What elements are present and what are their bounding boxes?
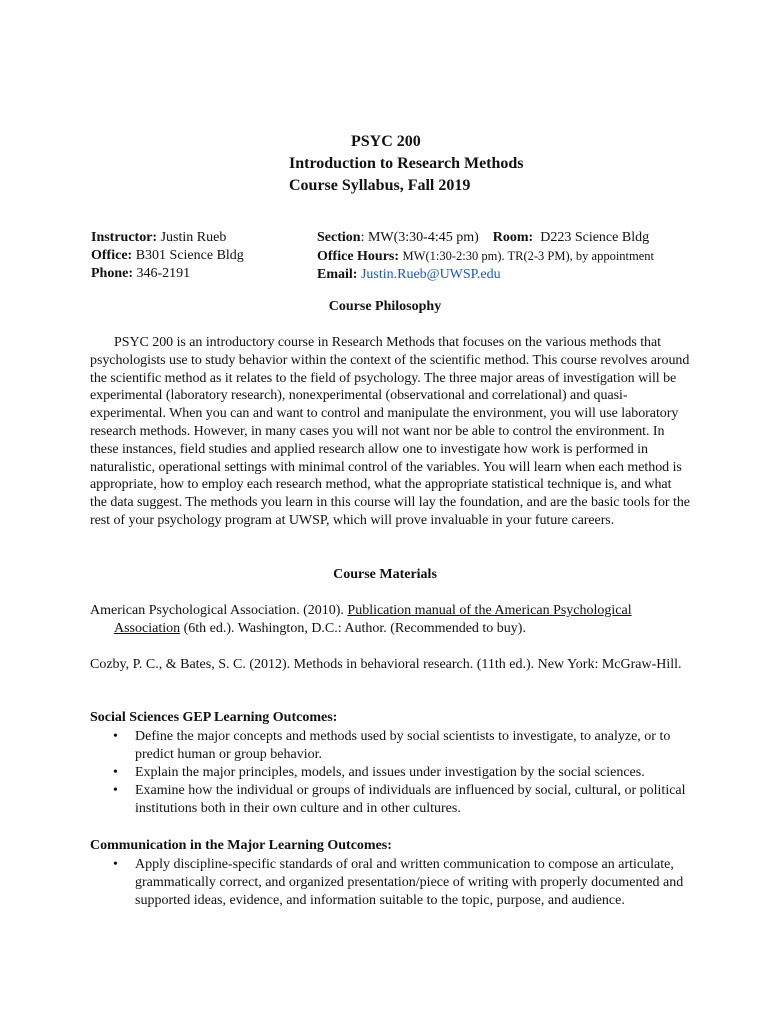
instructor-line xyxy=(91,229,244,247)
bullet-icon: • xyxy=(113,857,118,872)
philosophy-paragraph: PSYC 200 is an introductory course in Research Methods that focuses on the various methods that psychologists use to study behavior within the context of the scientific method. This course revolves around the scientific method as it relates to the field of psychology. The three major areas of investigation will be experimental (laboratory research), nonexperimental (observational and correlational) and quasi-experimental. When you can and want to control and manipulate the environment, you will use laboratory research methods. However, in many cases you will not want nor be able to control the environment. In these instances, field studies and applied research allow one to investigate how work is performed in naturalistic, operational settings with minimal control of the variables. You will learn when each method is appropriate, how to employ each research method, what the appropriate statistical technique is, and what the data suggest. The methods you learn in this course will lay the foundation, and are the basic tools for the rest of your psychology program at UWSP, which will prove invaluable in your future careers. xyxy=(90,335,690,528)
gep-list xyxy=(113,728,693,818)
instructor-info xyxy=(91,229,244,283)
philosophy-heading: Course Philosophy xyxy=(328,299,442,314)
office-hours-label: Office Hours: xyxy=(317,249,400,264)
bullet-icon: • xyxy=(113,765,118,780)
gep-heading: Social Sciences GEP Learning Outcomes: xyxy=(90,710,338,725)
title-block xyxy=(289,131,524,197)
office-label: Office: xyxy=(91,248,133,263)
phone-value: 346-2191 xyxy=(136,266,191,281)
communication-heading: Communication in the Major Learning Outcomes: xyxy=(90,838,392,853)
room-label: Room: xyxy=(492,230,534,245)
syllabus-term: Course Syllabus, Fall 2019 xyxy=(289,177,471,194)
phone-line xyxy=(91,265,244,283)
instructor-name: Justin Rueb xyxy=(160,230,227,245)
email-line xyxy=(317,266,654,284)
office-line xyxy=(91,247,244,265)
list-item xyxy=(113,856,693,910)
reference-apa-prefix: American Psychological Association. (2010). xyxy=(90,603,348,618)
gep-item-text: Define the major concepts and methods used by social scientists to investigate, to analyze, or to predict human or group behavior. xyxy=(135,729,671,762)
bullet-icon: • xyxy=(113,729,118,744)
communication-item-text: Apply discipline-specific standards of oral and written communication to compose an articulate, grammatically correct, and organized presentation/piece of writing with properly documented and supported ideas, evidence, and information suitable to the topic, purpose, and audience. xyxy=(135,857,684,908)
section-label: Section xyxy=(317,230,361,245)
gep-item-text: Explain the major principles, models, and issues under investigation by the social sciences. xyxy=(135,765,645,780)
section-info xyxy=(317,229,654,284)
office-hours-line xyxy=(317,247,654,266)
office-hours-value: MW(1:30-2:30 pm). TR(2-3 PM), by appointment xyxy=(402,249,655,263)
materials-heading: Course Materials xyxy=(333,567,437,582)
email-label: Email: xyxy=(317,267,358,282)
course-title: Introduction to Research Methods xyxy=(289,155,524,172)
reference-apa-title: Publication manual of the American Psychological Association xyxy=(114,603,632,636)
bullet-icon: • xyxy=(113,783,118,798)
reference-cozby: Cozby, P. C., & Bates, S. C. (2012). Methods in behavioral research. (11th ed.). New York: McGraw-Hill. xyxy=(90,657,682,672)
phone-label: Phone: xyxy=(91,266,133,281)
section-value: : MW(3:30-4:45 pm) xyxy=(360,230,479,245)
gep-item-text: Examine how the individual or groups of individuals are influenced by social, cultural, or political institutions both in their own culture and in other cultures. xyxy=(135,783,686,816)
communication-list xyxy=(113,856,693,910)
instructor-label: Instructor: xyxy=(91,230,158,245)
section-line xyxy=(317,229,654,247)
reference-apa-suffix: (6th ed.). Washington, D.C.: Author. (Recommended to buy). xyxy=(180,621,526,636)
list-item xyxy=(113,782,693,818)
office-value: B301 Science Bldg xyxy=(135,248,244,263)
list-item xyxy=(113,764,693,782)
course-code: PSYC 200 xyxy=(351,133,421,150)
reference-apa xyxy=(90,602,690,638)
email-link[interactable]: Justin.Rueb@UWSP.edu xyxy=(360,267,501,282)
list-item xyxy=(113,728,693,764)
room-value: D223 Science Bldg xyxy=(540,230,650,245)
